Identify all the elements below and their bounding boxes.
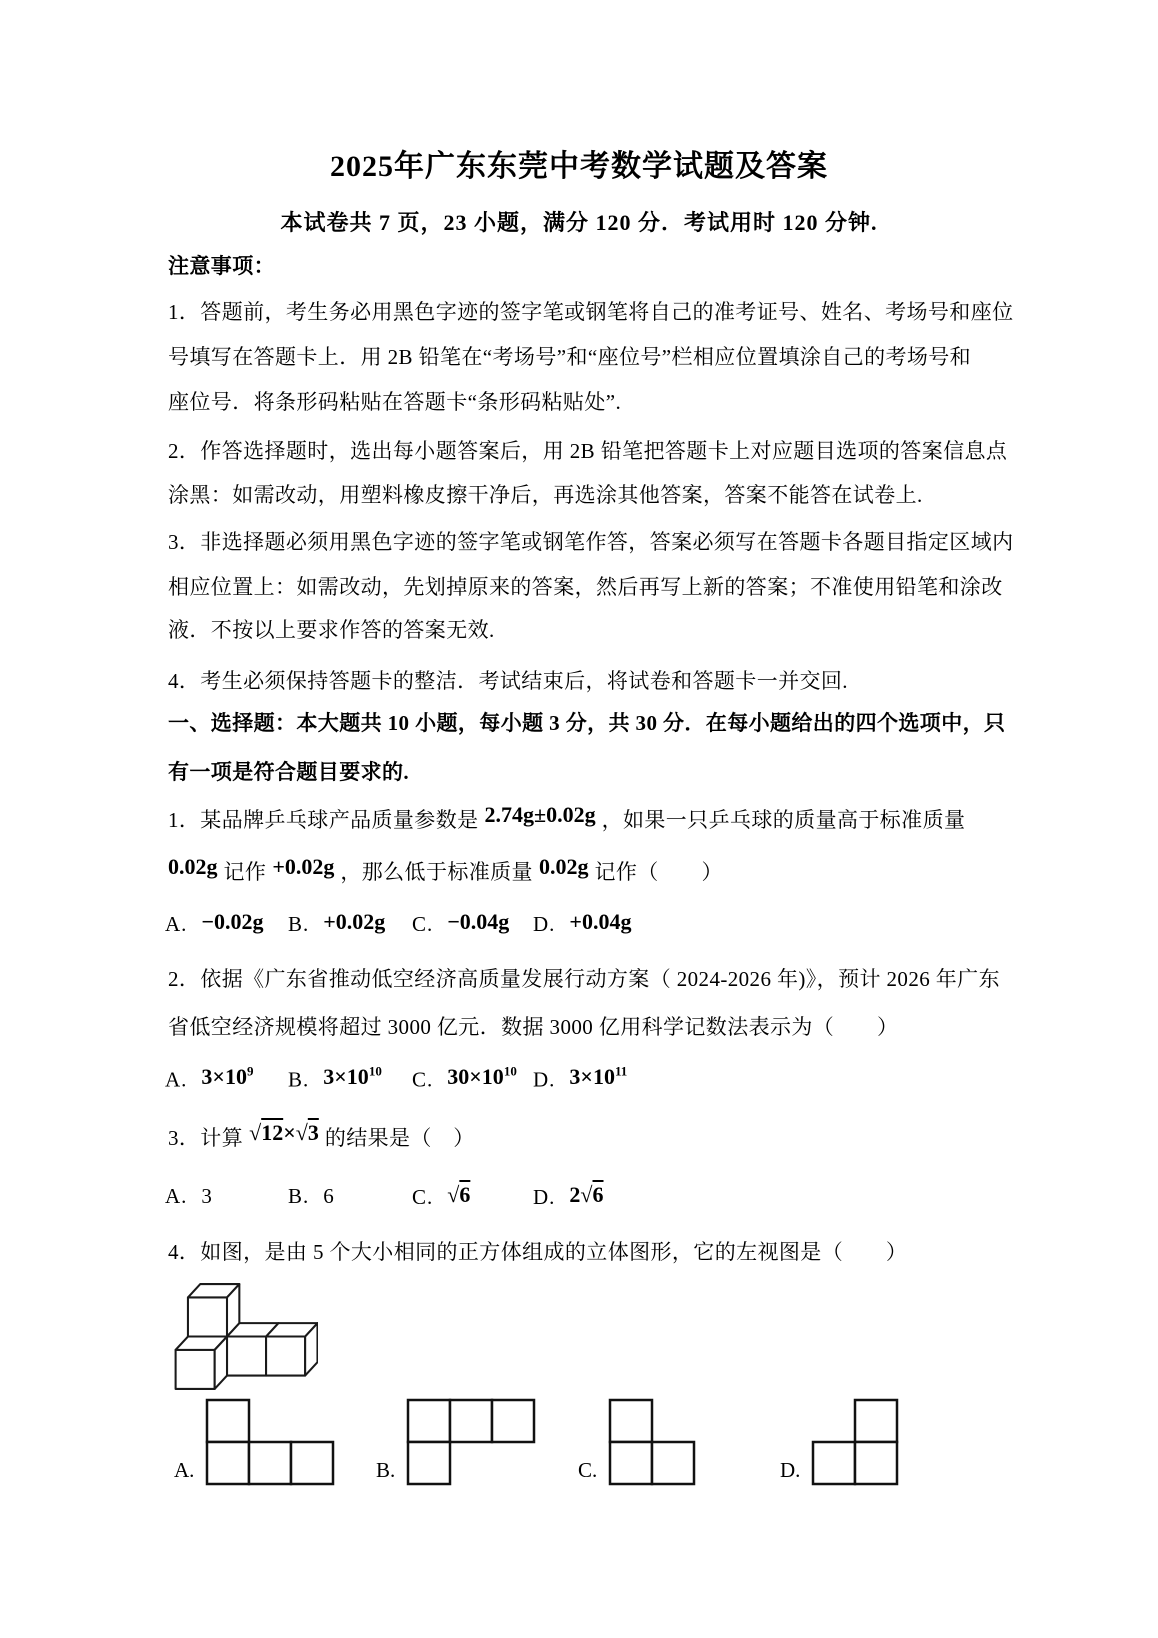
q3-text-post: 的结果是（ ） xyxy=(324,1126,475,1150)
q1-option-c xyxy=(412,911,509,937)
q3-option-d-label: D. xyxy=(533,1185,556,1209)
q1-option-c-label: C. xyxy=(412,912,434,936)
question-4-line: 4．如图，是由 5 个大小相同的正方体组成的立体图形，它的左视图是（ ） xyxy=(168,1240,908,1264)
q3-text-pre: 3．计算 xyxy=(168,1126,244,1150)
section-1-heading-line-2: 有一项是符合题目要求的. xyxy=(168,760,410,784)
q3-option-b xyxy=(288,1184,334,1209)
q3-option-d xyxy=(533,1184,604,1210)
notice-3-line-3: 液．不按以上要求作答的答案无效. xyxy=(168,618,495,642)
q3-option-b-value: 6 xyxy=(323,1184,334,1208)
q1-formula-002g-a: 0.02g xyxy=(168,854,218,879)
q1-formula-plus002g: +0.02g xyxy=(272,854,335,879)
question-2-line-2: 省低空经济规模将超过 3000 亿元．数据 3000 亿用科学记数法表示为（ ） xyxy=(168,1015,899,1039)
q2-option-d-label: D. xyxy=(533,1067,556,1092)
notice-2-line-1: 2．作答选择题时，选出每小题答案后，用 2B 铅笔把答题卡上对应题目选项的答案信息点 xyxy=(168,439,1008,463)
q4-option-a-label: A. xyxy=(174,1458,195,1482)
q1-option-b-value: +0.02g xyxy=(323,909,386,934)
q2-option-b-value: $3\times 10^{10}$ xyxy=(323,1064,382,1090)
q4-option-c-figure-svg xyxy=(608,1398,696,1486)
question-1-line-1 xyxy=(168,802,966,834)
q4-cube-figure-svg xyxy=(172,1281,318,1391)
q4-option-a-figure xyxy=(205,1398,335,1486)
q1-option-c-value: −0.04g xyxy=(447,909,510,934)
q2-option-d xyxy=(533,1066,627,1092)
q1-text-jizuo-2: 记作（ ） xyxy=(594,860,723,884)
q2-option-b-exponent: 10 xyxy=(368,1064,382,1079)
q1-option-d-label: D. xyxy=(533,912,556,936)
q1-option-a-label: A. xyxy=(165,912,188,936)
question-3-line xyxy=(168,1120,475,1152)
notice-3-line-2: 相应位置上：如需改动，先划掉原来的答案，然后再写上新的答案；不准使用铅笔和涂改 xyxy=(168,575,1003,599)
q1-formula-tolerance: 2.74g±0.02g xyxy=(484,802,596,827)
page-subtitle: 本试卷共 7 页，23 小题，满分 120 分．考试用时 120 分钟. xyxy=(280,210,878,235)
q1-option-b-label: B. xyxy=(288,912,310,936)
question-1-line-2 xyxy=(168,854,723,886)
q1-option-a xyxy=(165,911,263,937)
q4-option-b-figure xyxy=(406,1398,536,1486)
question-2-line-1: 2．依据《广东省推动低空经济高质量发展行动方案（ 2024-2026 年)》，预计 2026 年广东 xyxy=(168,967,1000,991)
q2-option-b-label: B. xyxy=(288,1067,310,1092)
q2-option-c xyxy=(412,1066,517,1092)
q2-option-a-exponent: 9 xyxy=(246,1064,254,1079)
notice-3-line-1: 3．非选择题必须用黑色字迹的签字笔或钢笔作答，答案必须写在答题卡各题目指定区域内 xyxy=(168,530,1014,554)
page-title: 2025年广东东莞中考数学试题及答案 xyxy=(330,150,828,183)
q3-option-c-value: √6 xyxy=(447,1182,471,1207)
q1-text-jizuo-1: 记作 xyxy=(223,860,267,884)
q3-option-a-value: 3 xyxy=(201,1184,212,1208)
q1-text-mid: ，那么低于标准质量 xyxy=(340,860,533,884)
q2-option-b xyxy=(288,1066,382,1092)
q2-option-a-label: A. xyxy=(165,1067,188,1092)
q3-option-a-label: A. xyxy=(165,1184,188,1208)
q4-option-b-label: B. xyxy=(376,1458,396,1482)
q4-cube-figure xyxy=(172,1281,318,1391)
q4-option-b-figure-svg xyxy=(406,1398,536,1486)
notice-1-line-3: 座位号．将条形码粘贴在答题卡“条形码粘贴处”. xyxy=(168,390,622,414)
q1-formula-002g-b: 0.02g xyxy=(538,854,589,879)
q3-option-a xyxy=(165,1184,212,1209)
q2-option-c-exponent: 10 xyxy=(503,1064,517,1079)
q1-text-pre: 1．某品牌乒乓球产品质量参数是 xyxy=(168,808,479,832)
q4-option-a-figure-svg xyxy=(205,1398,335,1486)
q3-option-c xyxy=(412,1184,470,1210)
notice-2-line-2: 涂黑：如需改动，用塑料橡皮擦干净后，再选涂其他答案，答案不能答在试卷上. xyxy=(168,483,923,507)
q4-option-c-label: C. xyxy=(578,1458,598,1482)
q3-formula-sqrt12-times-sqrt3: √12×√3 xyxy=(249,1120,319,1145)
q2-option-c-label: C. xyxy=(412,1067,434,1092)
q1-option-b xyxy=(288,911,385,937)
q3-option-c-label: C. xyxy=(412,1185,434,1209)
q2-option-a xyxy=(165,1066,253,1092)
notice-heading: 注意事项： xyxy=(168,254,275,278)
q1-option-d-value: +0.04g xyxy=(569,909,632,934)
section-1-heading-line-1: 一、选择题：本大题共 10 小题，每小题 3 分，共 30 分．在每小题给出的四个选项中，只 xyxy=(168,711,1006,735)
q1-option-d xyxy=(533,911,631,937)
notice-4-line-1: 4．考生必须保持答题卡的整洁．考试结束后，将试卷和答题卡一并交回. xyxy=(168,669,848,693)
q1-text-post: ，如果一只乒乓球的质量高于标准质量 xyxy=(601,808,966,832)
q4-option-c-figure xyxy=(608,1398,696,1486)
q3-option-b-label: B. xyxy=(288,1184,310,1208)
q2-option-c-value: $30\times 10^{10}$ xyxy=(447,1064,517,1090)
q2-option-d-value: $3\times 10^{11}$ xyxy=(569,1064,628,1090)
q4-option-d-figure-svg xyxy=(811,1398,899,1486)
q4-option-d-figure xyxy=(811,1398,899,1486)
notice-1-line-1: 1．答题前，考生务必用黑色字迹的签字笔或钢笔将自己的准考证号、姓名、考场号和座位 xyxy=(168,300,1014,324)
q2-option-a-value: $3\times 10^9$ xyxy=(201,1064,254,1090)
q4-option-d-label: D. xyxy=(780,1458,801,1482)
q2-option-d-exponent: 11 xyxy=(614,1064,628,1079)
notice-1-line-2: 号填写在答题卡上．用 2B 铅笔在“考场号”和“座位号”栏相应位置填涂自己的考场号和 xyxy=(168,345,972,369)
q3-option-d-value: 2√6 xyxy=(569,1182,604,1207)
q1-option-a-value: −0.02g xyxy=(201,909,264,934)
